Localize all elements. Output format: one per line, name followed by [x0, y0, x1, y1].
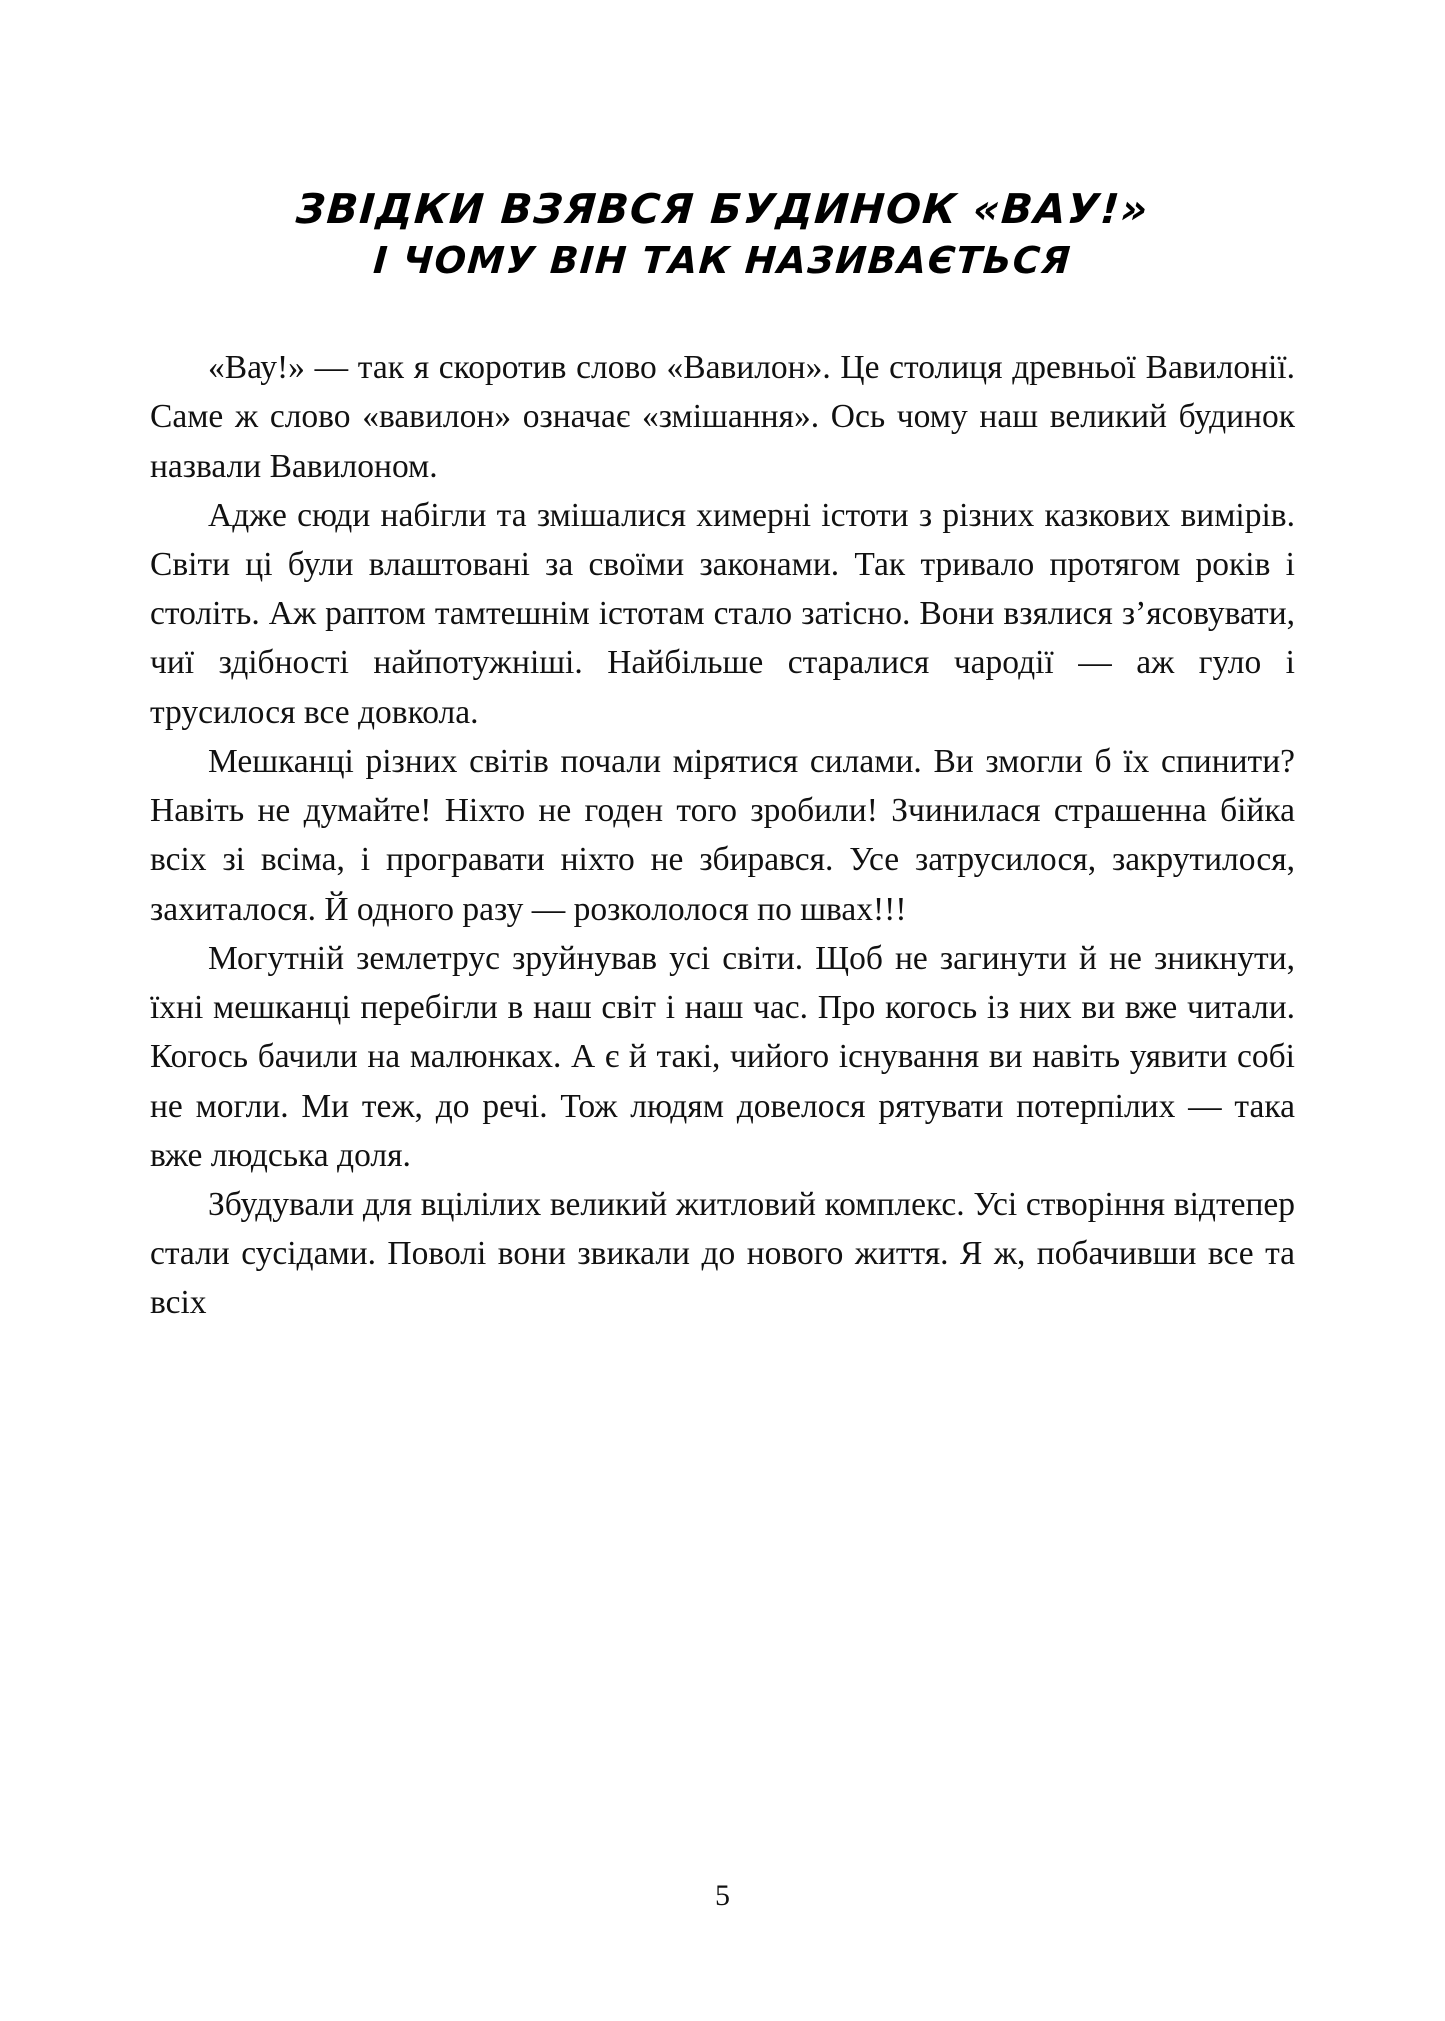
paragraph: Могутній землетрус зруйнував усі світи. Щоб не загинути й не зникнути, їхні мешканці перебігли в наш світ і наш час. Про когось із них ви вже читали. Когось бачили на малюнках. А є й такі, чийого існування ви навіть уявити собі не могли. Ми теж, до речі. Тож людям довелося рятувати потерпілих — така вже людська доля. [150, 939, 1295, 1174]
body-text [150, 343, 1295, 1328]
page-number: 5 [715, 1879, 730, 1912]
chapter-title-line-2: І ЧОМУ ВІН ТАК НАЗИВАЄТЬСЯ [372, 239, 1074, 283]
paragraph: «Вау!» — так я скоротив слово «Вавилон». Це столиця древньої Вавилонії. Саме ж слово «вавилон» означає «змішання». Ось чому наш великий будинок назвали Вавилоном. [150, 349, 1295, 485]
paragraph: Мешканці різних світів почали мірятися силами. Ви змогли б їх спинити? Навіть не думайте! Ніхто не годен того зробили! Зчинилася страшенна бійка всіх зі всіма, і програвати ніхто не збирався. Усе затрусилося, закрутилося, захиталося. Й одного разу — розкололося по швах!!! [150, 742, 1295, 928]
paragraph: Збудували для вцілілих великий житловий комплекс. Усі створіння відтепер стали сусідами. Поволі вони звикали до нового життя. Я ж, побачивши все та всіх [150, 1186, 1295, 1322]
chapter-title [150, 0, 1295, 283]
paragraph: Адже сюди набігли та змішалися химерні істоти з різних казкових вимірів. Світи ці були влаштовані за своїми законами. Так тривало протягом років і століть. Аж раптом тамтешнім істотам стало затісно. Вони взялися з’ясовувати, чиї здібності найпотужніші. Найбільше старалися чародії — аж гуло і трусилося все довкола. [150, 496, 1295, 731]
chapter-title-line-1: ЗВІДКИ ВЗЯВСЯ БУДИНОК «ВАУ!» [294, 185, 1151, 233]
